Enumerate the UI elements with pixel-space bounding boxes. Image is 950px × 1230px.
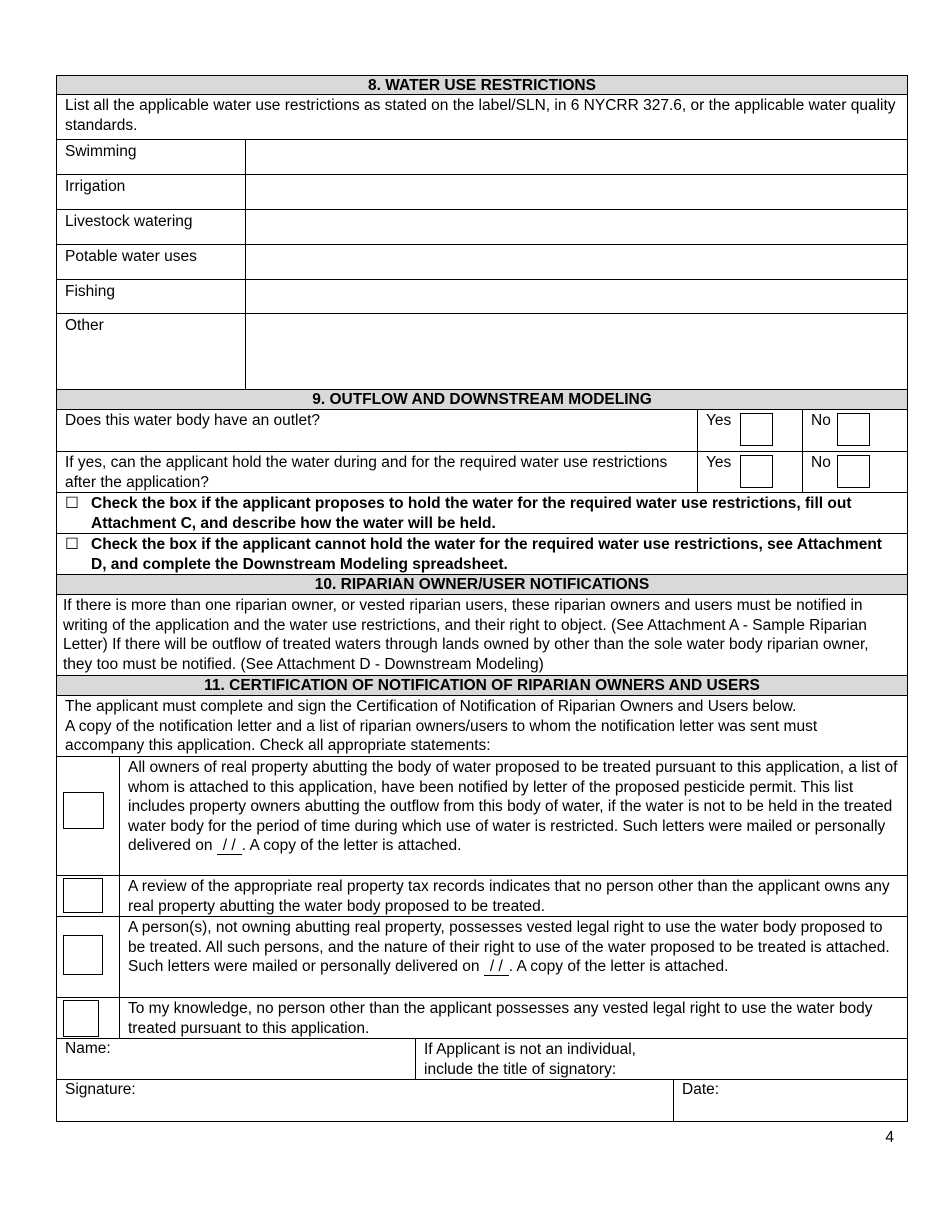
signature-field[interactable] xyxy=(57,1080,674,1121)
cannot-hold-check-text: Check the box if the applicant cannot hold the water for the required water use restrictions, see Attachment D, and complete the Downstream Modeling spreadsheet. xyxy=(91,536,882,573)
statement-3-text: A person(s), not owning abutting real property, possesses vested legal right to use the water body proposed to be treated. All such persons, and the nature of their right to use of the water proposed to be treated is attached. Such letters were mailed or personally delivered on xyxy=(128,919,890,975)
certification-statement-4 xyxy=(56,998,908,1039)
outlet-question: Does this water body have an outlet? xyxy=(57,410,698,451)
outlet-no-checkbox[interactable] xyxy=(837,413,870,446)
hold-water-question: If yes, can the applicant hold the water during and for the required water use restrictions after the application? xyxy=(57,452,698,492)
statement-4-text: To my knowledge, no person other than the applicant possesses any vested legal right to use the water body treated pursuant to this application. xyxy=(128,1000,873,1037)
restriction-label: Potable water uses xyxy=(57,245,246,279)
yes-label: Yes xyxy=(706,412,732,429)
statement-3-text-end: . A copy of the letter is attached. xyxy=(508,958,729,975)
section-11-intro-line2: A copy of the notification letter and a list of riparian owners/users to whom the notification letter was sent must accompany this application. Check all appropriate statements: xyxy=(65,717,818,754)
restriction-label: Irrigation xyxy=(57,175,246,209)
restriction-row-potable xyxy=(56,245,908,280)
restriction-input-livestock[interactable] xyxy=(246,210,907,244)
restriction-input-other[interactable] xyxy=(246,314,907,389)
section-8-instructions: List all the applicable water use restrictions as stated on the label/SLN, in 6 NYCRR 327.6, or the applicable water quality standards. xyxy=(56,95,908,140)
name-row xyxy=(56,1039,908,1080)
statement-1-date[interactable]: / / xyxy=(217,838,242,855)
signature-label: Signature: xyxy=(65,1081,136,1098)
outlet-question-row xyxy=(56,410,908,452)
hold-water-no-checkbox[interactable] xyxy=(837,455,870,488)
statement-1-checkbox[interactable] xyxy=(63,792,104,829)
section-10-header: 10. RIPARIAN OWNER/USER NOTIFICATIONS xyxy=(56,575,908,595)
statement-1-text-end: . A copy of the letter is attached. xyxy=(241,837,462,854)
name-label: Name: xyxy=(65,1040,111,1057)
signature-row xyxy=(56,1080,908,1122)
restriction-row-livestock xyxy=(56,210,908,245)
section-9-header: 9. OUTFLOW AND DOWNSTREAM MODELING xyxy=(56,390,908,410)
certification-statement-3 xyxy=(56,917,908,998)
form-page xyxy=(56,75,908,1122)
hold-water-yes-checkbox[interactable] xyxy=(740,455,773,488)
section-10-text: If there is more than one riparian owner, or vested riparian users, these riparian owners and users must be notified in writing of the application and the water use restrictions, and their right to object. (See Attachment A - Sample Riparian Letter) If there will be outflow of treated waters through lands owned by other than the sole water body riparian owner, they too must be notified. (See Attachment D - Downstream Modeling) xyxy=(56,595,908,676)
date-label: Date: xyxy=(682,1081,720,1098)
statement-2-text: A review of the appropriate real property tax records indicates that no person other than the applicant owns any real property abutting the water body proposed to be treated. xyxy=(128,878,890,915)
restriction-row-other xyxy=(56,314,908,390)
no-label: No xyxy=(811,454,831,471)
restriction-label: Other xyxy=(57,314,246,389)
yes-label: Yes xyxy=(706,454,732,471)
hold-water-question-row xyxy=(56,452,908,493)
page-number: 4 xyxy=(885,1129,894,1146)
no-label: No xyxy=(811,412,831,429)
statement-4-checkbox[interactable] xyxy=(63,1000,99,1037)
signatory-title-label-2: include the title of signatory: xyxy=(424,1060,617,1078)
restriction-input-potable[interactable] xyxy=(246,245,907,279)
restriction-label: Livestock watering xyxy=(57,210,246,244)
date-field[interactable] xyxy=(674,1080,907,1121)
signatory-title-field[interactable] xyxy=(416,1039,907,1079)
cannot-hold-checkbox[interactable]: ☐ xyxy=(65,536,79,553)
restriction-row-fishing xyxy=(56,280,908,314)
restriction-input-swimming[interactable] xyxy=(246,140,907,174)
section-11-intro xyxy=(56,696,908,757)
restriction-input-irrigation[interactable] xyxy=(246,175,907,209)
restriction-row-swimming xyxy=(56,140,908,175)
statement-3-date[interactable]: / / xyxy=(484,959,509,976)
signatory-title-label-1: If Applicant is not an individual, xyxy=(424,1041,636,1058)
outlet-yes-checkbox[interactable] xyxy=(740,413,773,446)
statement-3-checkbox[interactable] xyxy=(63,935,103,975)
cannot-hold-check-row xyxy=(56,534,908,575)
restriction-label: Swimming xyxy=(57,140,246,174)
section-11-intro-line1: The applicant must complete and sign the Certification of Notification of Riparian Owners and Users below. xyxy=(65,698,797,715)
section-11-header: 11. CERTIFICATION OF NOTIFICATION OF RIPARIAN OWNERS AND USERS xyxy=(56,676,908,696)
certification-statement-2 xyxy=(56,876,908,917)
statement-1-text: All owners of real property abutting the body of water proposed to be treated pursuant to this application, a list of whom is attached to this application, have been notified by letter of the proposed pesticide permit. This list includes property owners abutting the outflow from this body of water, if the water is not to be held in the treated water body for the period of time during which use of water is restricted. Such letters were mailed or personally delivered on xyxy=(128,759,898,854)
hold-water-checkbox[interactable]: ☐ xyxy=(65,495,79,512)
restriction-label: Fishing xyxy=(57,280,246,313)
statement-2-checkbox[interactable] xyxy=(63,878,103,913)
restriction-input-fishing[interactable] xyxy=(246,280,907,313)
restriction-row-irrigation xyxy=(56,175,908,210)
hold-water-check-row xyxy=(56,493,908,534)
section-8-header: 8. WATER USE RESTRICTIONS xyxy=(56,75,908,95)
name-field[interactable] xyxy=(57,1039,416,1079)
certification-statement-1 xyxy=(56,757,908,876)
hold-water-check-text: Check the box if the applicant proposes to hold the water for the required water use restrictions, fill out Attachment C, and describe how the water will be held. xyxy=(91,495,852,532)
